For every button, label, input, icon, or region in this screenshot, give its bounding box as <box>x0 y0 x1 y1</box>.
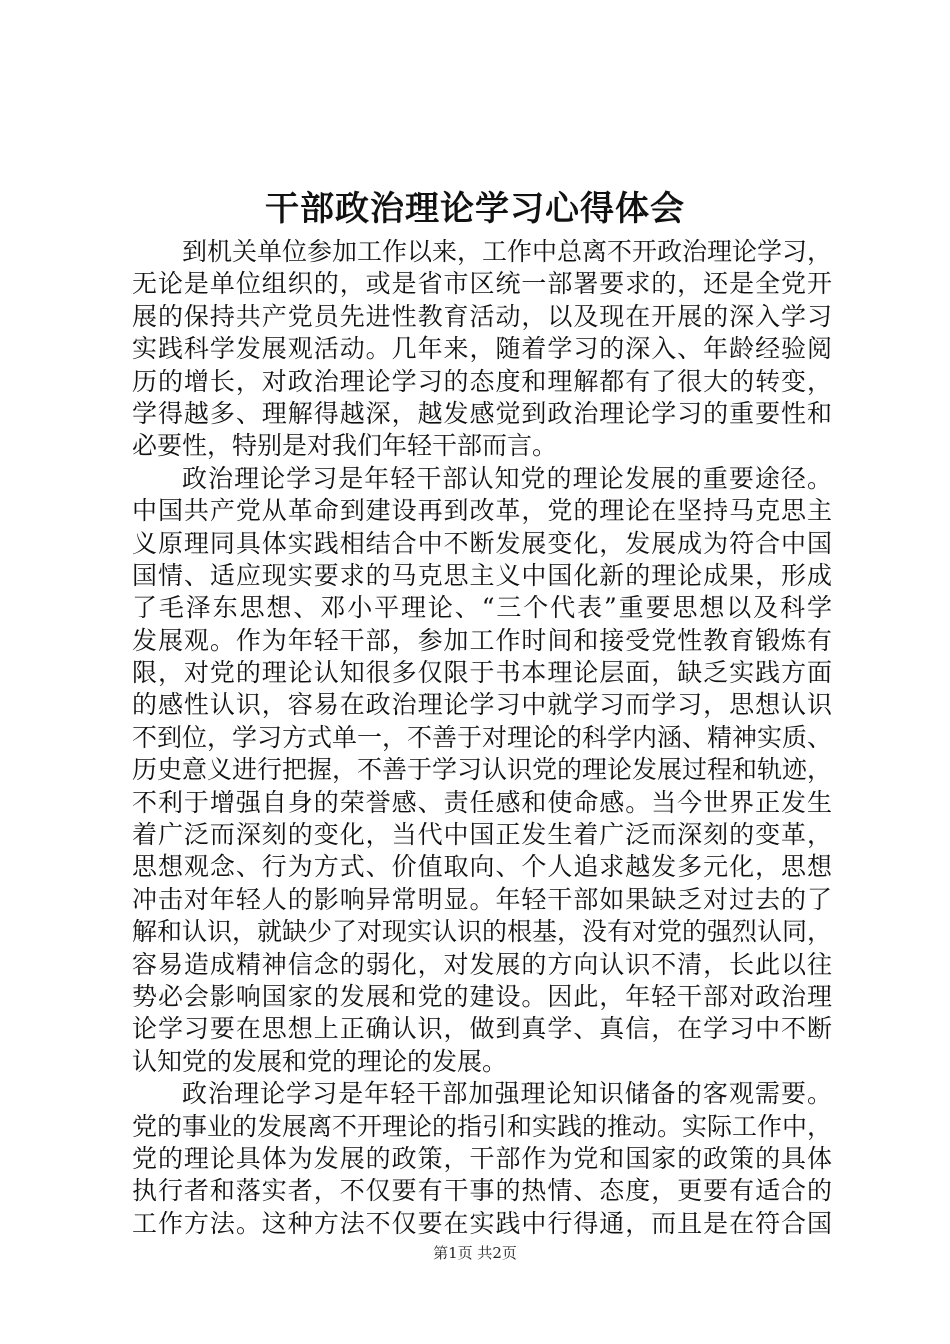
page-number-footer: 第1页 共2页 <box>433 1244 517 1262</box>
text-line: 无论是单位组织的，或是省市区统一部署要求的，还是全党开 <box>132 269 832 299</box>
text-line: 冲击对年轻人的影响异常明显。年轻干部如果缺乏对过去的了 <box>132 884 832 914</box>
text-line: 展的保持共产党员先进性教育活动，以及现在开展的深入学习 <box>132 301 832 331</box>
text-line: 中国共产党从革命到建设再到改革，党的理论在坚持马克思主 <box>132 496 832 526</box>
text-line: 历的增长，对政治理论学习的态度和理解都有了很大的转变， <box>132 366 832 396</box>
document-title: 干部政治理论学习心得体会 <box>265 189 685 229</box>
text-line: 发展观。作为年轻干部，参加工作时间和接受党性教育锻炼有 <box>132 625 832 655</box>
text-line: 政治理论学习是年轻干部认知党的理论发展的重要途径。 <box>182 463 832 493</box>
text-line: 解和认识，就缺少了对现实认识的根基，没有对党的强烈认同， <box>132 917 833 947</box>
text-line: 的感性认识，容易在政治理论学习中就学习而学习，思想认识 <box>132 690 832 720</box>
text-line: 不到位，学习方式单一，不善于对理论的科学内涵、精神实质、 <box>132 722 833 752</box>
text-line: 容易造成精神信念的弱化，对发展的方向认识不清，长此以往 <box>132 949 832 979</box>
text-line: 党的事业的发展离不开理论的指引和实践的推动。实际工作中， <box>132 1111 833 1141</box>
text-line: 思想观念、行为方式、价值取向、个人追求越发多元化，思想 <box>132 852 832 882</box>
text-line: 不利于增强自身的荣誉感、责任感和使命感。当今世界正发生 <box>132 787 832 817</box>
text-line: 学得越多、理解得越深，越发感觉到政治理论学习的重要性和 <box>132 398 832 428</box>
text-line: 历史意义进行把握，不善于学习认识党的理论发展过程和轨迹， <box>132 755 833 785</box>
document-body <box>132 236 832 1240</box>
text-line: 着广泛而深刻的变化，当代中国正发生着广泛而深刻的变革， <box>132 820 832 850</box>
text-line: 实践科学发展观活动。几年来，随着学习的深入、年龄经验阅 <box>132 334 832 364</box>
text-line: 政治理论学习是年轻干部加强理论知识储备的客观需要。 <box>182 1079 832 1109</box>
text-line: 了毛泽东思想、邓小平理论、“三个代表”重要思想以及科学 <box>132 593 832 623</box>
text-line: 势必会影响国家的发展和党的建设。因此，年轻干部对政治理 <box>132 981 832 1011</box>
text-line: 党的理论具体为发展的政策，干部作为党和国家的政策的具体 <box>132 1143 832 1173</box>
text-line: 国情、适应现实要求的马克思主义中国化新的理论成果，形成 <box>132 560 832 590</box>
text-line: 认知党的发展和党的理论的发展。 <box>132 1046 508 1076</box>
text-line: 必要性，特别是对我们年轻干部而言。 <box>132 431 558 461</box>
text-line: 限，对党的理论认知很多仅限于书本理论层面，缺乏实践方面 <box>132 658 832 688</box>
text-line: 执行者和落实者，不仅要有干事的热情、态度，更要有适合的 <box>132 1176 832 1206</box>
text-line: 论学习要在思想上正确认识，做到真学、真信，在学习中不断 <box>132 1014 832 1044</box>
text-line: 工作方法。这种方法不仅要在实践中行得通，而且是在符合国 <box>132 1208 832 1238</box>
text-line: 义原理同具体实践相结合中不断发展变化，发展成为符合中国 <box>132 528 832 558</box>
text-line: 到机关单位参加工作以来，工作中总离不开政治理论学习， <box>182 237 833 266</box>
